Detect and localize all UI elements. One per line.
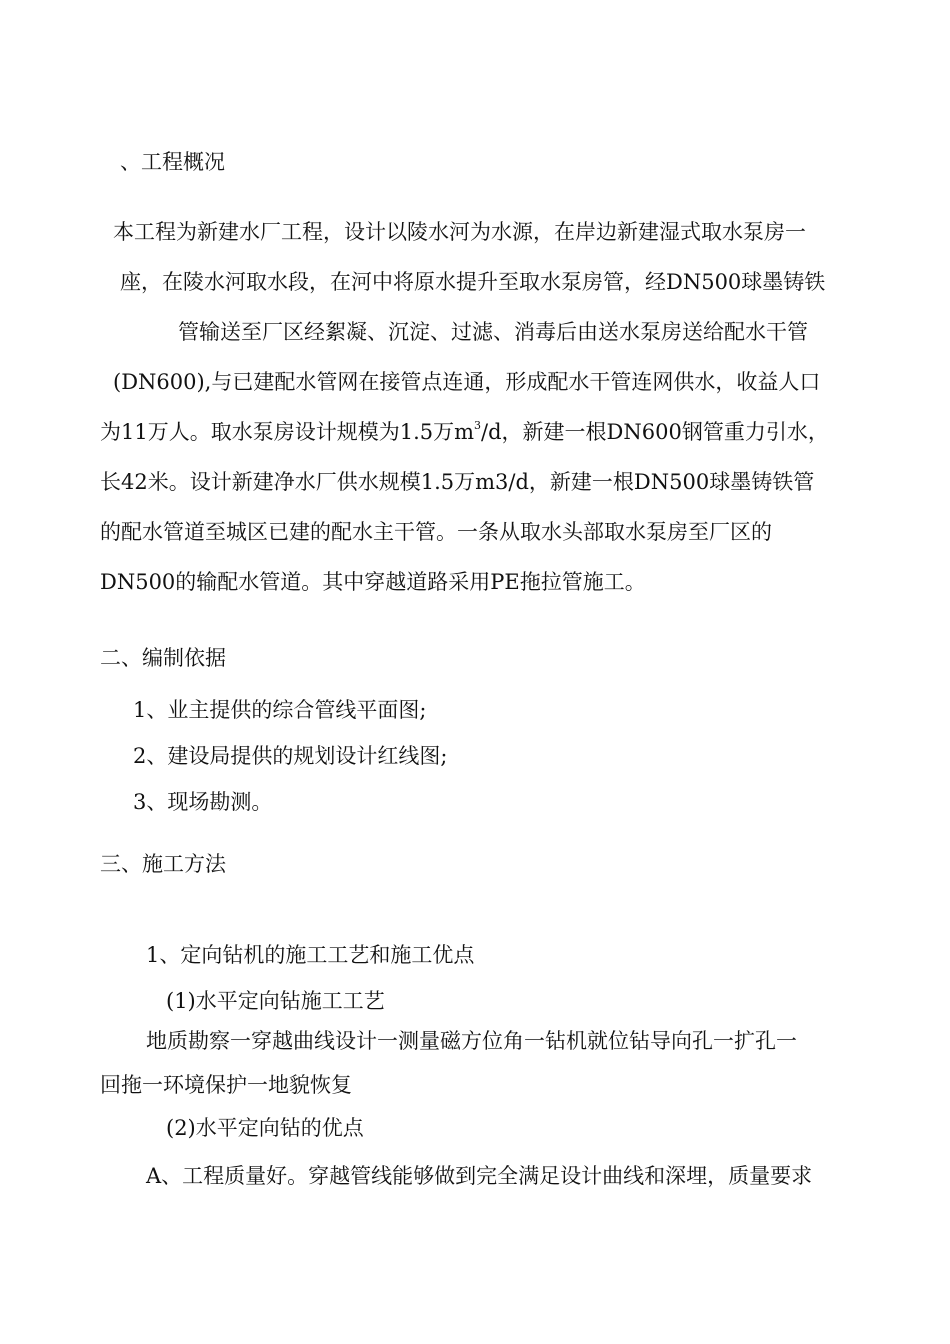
paragraph-line: DN500的输配水管道。其中穿越道路采用PE拖拉管施工。 [100,570,646,594]
subheading-process: (1)水平定向钻施工工艺 [166,989,385,1013]
superscript: 3 [474,419,482,432]
paragraph-line: 座，在陵水河取水段，在河中将原水提升至取水泵房管，经DN500球墨铸铁 [120,270,826,294]
section-heading-construction-method: 三、施工方法 [100,852,226,876]
paragraph-line: 本工程为新建水厂工程，设计以陵水河为水源，在岸边新建湿式取水泵房一 [113,220,806,244]
paragraph-line: 管输送至厂区经絮凝、沉淀、过滤、消毒后由送水泵房送给配水干管 [178,320,808,344]
paragraph-text: 为11万人。取水泵房设计规模为1.5万m [100,420,475,444]
section-heading-basis: 二、编制依据 [100,646,226,670]
basis-item: 3、现场勘测。 [133,790,273,814]
paragraph-line [100,419,829,444]
section-heading-project-overview: 、工程概况 [120,150,225,174]
paragraph-text: /d，新建一根DN600钢管重力引水， [481,420,829,444]
paragraph-line: 的配水管道至城区已建的配水主干管。一条从取水头部取水泵房至厂区的 [100,520,772,544]
process-line: 回拖一环境保护一地貌恢复 [100,1073,352,1097]
subheading-advantages: (2)水平定向钻的优点 [166,1116,364,1140]
basis-item: 2、建设局提供的规划设计红线图; [133,744,448,768]
paragraph-line: 长42米。设计新建净水厂供水规模1.5万m3/d，新建一根DN500球墨铸铁管 [100,470,815,494]
process-line: 地质勘察一穿越曲线设计一测量磁方位角一钻机就位钻导向孔一扩孔一 [146,1029,797,1053]
advantage-point-a: A、工程质量好。穿越管线能够做到完全满足设计曲线和深埋，质量要求 [146,1164,813,1188]
subheading-drilling: 1、定向钻机的施工工艺和施工优点 [146,943,475,967]
paragraph-line: (DN600),与已建配水管网在接管点连通，形成配水干管连网供水，收益人口 [113,370,821,394]
basis-item: 1、业主提供的综合管线平面图; [133,698,427,722]
